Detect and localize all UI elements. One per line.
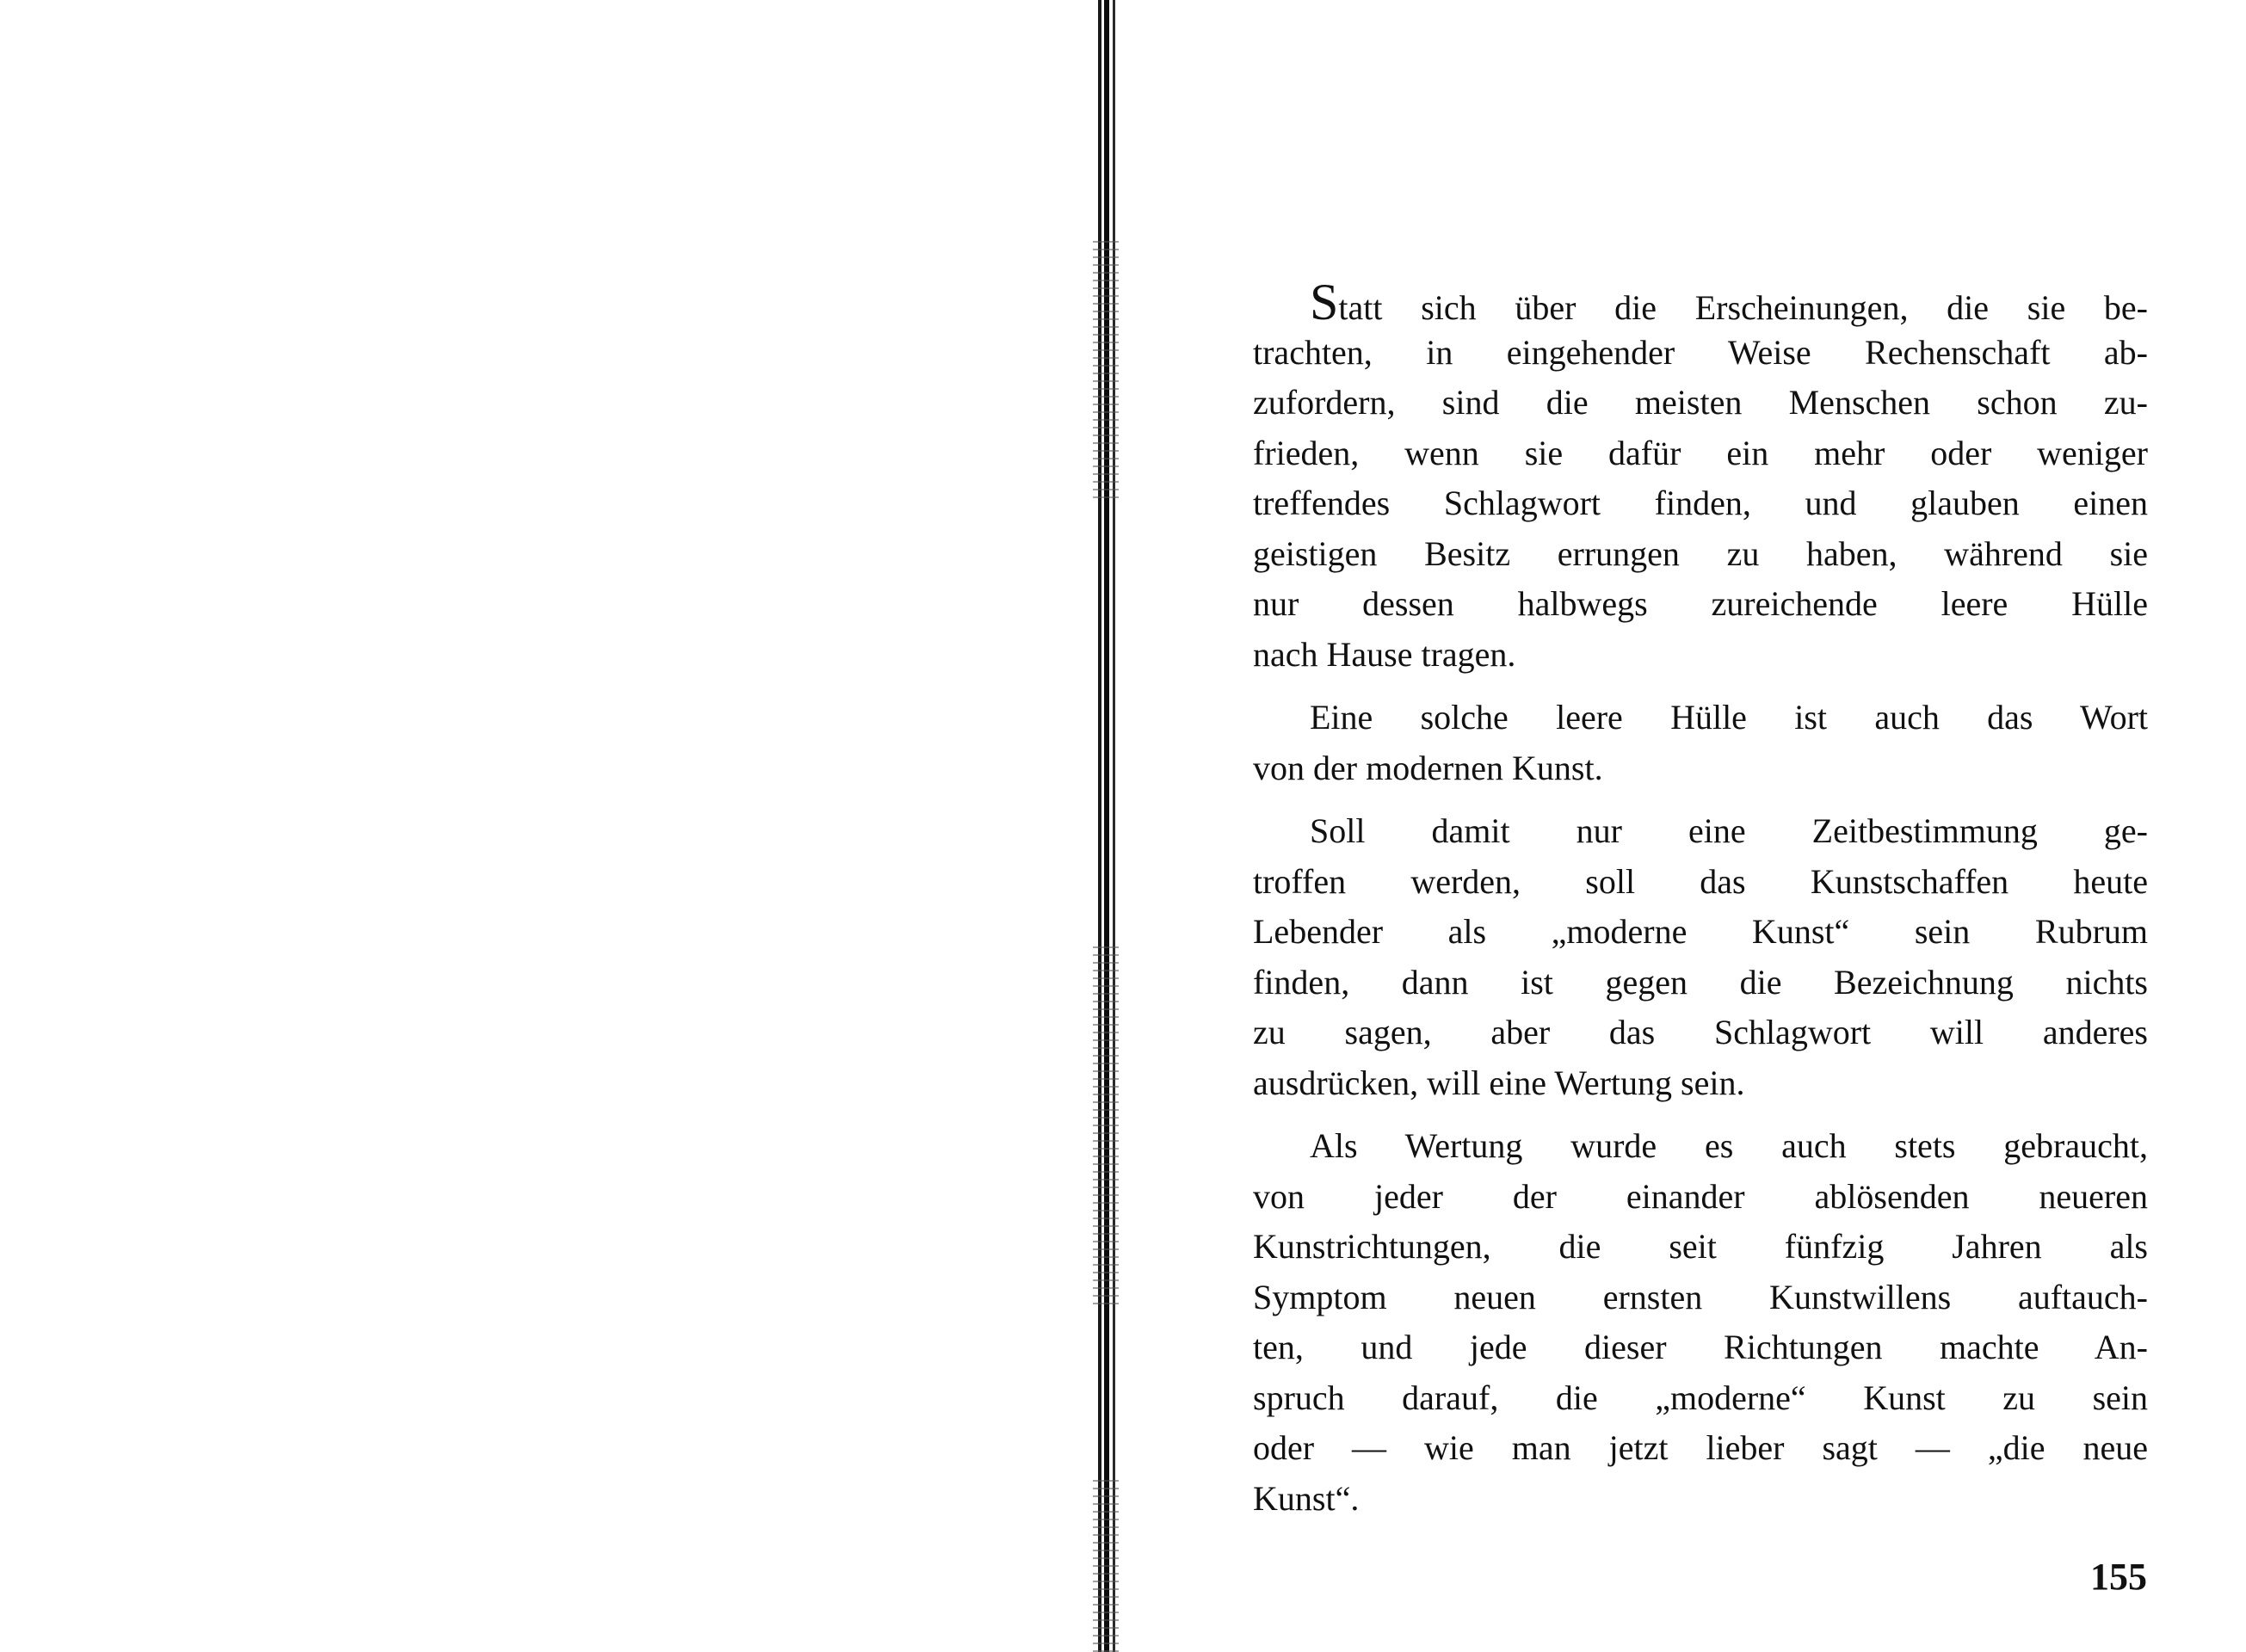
text-line: Statt sich über die Erscheinungen, die sie be- xyxy=(1310,274,2148,330)
text-line: Soll damit nur eine Zeitbestimmung ge- xyxy=(1310,811,2148,850)
text-line: troffen werden, soll das Kunstschaffen heute xyxy=(1253,861,2148,901)
text-line: Lebender als „moderne Kunst“ sein Rubrum xyxy=(1253,912,2148,951)
drop-cap: S xyxy=(1310,274,1339,330)
text-line: nur dessen halbwegs zureichende leere Hülle xyxy=(1253,584,2148,623)
text-line: frieden, wenn sie dafür ein mehr oder weniger xyxy=(1253,433,2148,472)
text-line: Kunst“. xyxy=(1253,1478,1360,1518)
gutter-noise xyxy=(1093,241,1119,499)
left-page-blank xyxy=(0,0,1093,1652)
book-gutter xyxy=(1093,0,1127,1652)
text-line: von der modernen Kunst. xyxy=(1253,748,1603,787)
paragraph-gap xyxy=(1253,1108,2148,1121)
text-line: ten, und jede dieser Richtungen machte An- xyxy=(1253,1328,2148,1366)
paragraph-4 xyxy=(1253,1121,2148,1524)
text-line: geistigen Besitz errungen zu haben, während sie xyxy=(1253,533,2148,573)
gutter-noise xyxy=(1093,946,1119,1308)
text-line: finden, dann ist gegen die Bezeichnung nichts xyxy=(1253,962,2148,1002)
right-page xyxy=(1127,0,2246,1652)
paragraph-3 xyxy=(1253,806,2148,1108)
gutter-noise xyxy=(1093,1480,1119,1652)
paragraph-2 xyxy=(1253,693,2148,793)
paragraph-1 xyxy=(1253,274,2148,680)
text-line: Als Wertung wurde es auch stets gebraucht, xyxy=(1310,1126,2148,1165)
paragraph-gap xyxy=(1253,680,2148,693)
text-line: Kunstrichtungen, die seit fünfzig Jahren als xyxy=(1253,1227,2148,1266)
text-line: von jeder der einander ablösenden neueren xyxy=(1253,1176,2148,1216)
text-line: ausdrücken, will eine Wertung sein. xyxy=(1253,1063,1745,1102)
text-line: Symptom neuen ernsten Kunstwillens auftauch- xyxy=(1253,1277,2148,1316)
text-line: nach Hause tragen. xyxy=(1253,634,1516,674)
text-line: treffendes Schlagwort finden, und glauben einen xyxy=(1253,484,2148,522)
text-line: Eine solche leere Hülle ist auch das Wort xyxy=(1310,698,2148,737)
text-line: oder — wie man jetzt lieber sagt — „die neue xyxy=(1253,1428,2148,1467)
text-line: zu sagen, aber das Schlagwort will anderes xyxy=(1253,1013,2148,1051)
paragraph-gap xyxy=(1253,793,2148,806)
text-line: trachten, in eingehender Weise Rechenschaft ab- xyxy=(1253,332,2148,372)
text-line: spruch darauf, die „moderne“ Kunst zu sein xyxy=(1253,1378,2148,1417)
text-line: zufordern, sind die meisten Menschen schon zu- xyxy=(1253,383,2148,422)
page-number: 155 xyxy=(2090,1556,2147,1598)
body-text xyxy=(1253,274,2148,1524)
